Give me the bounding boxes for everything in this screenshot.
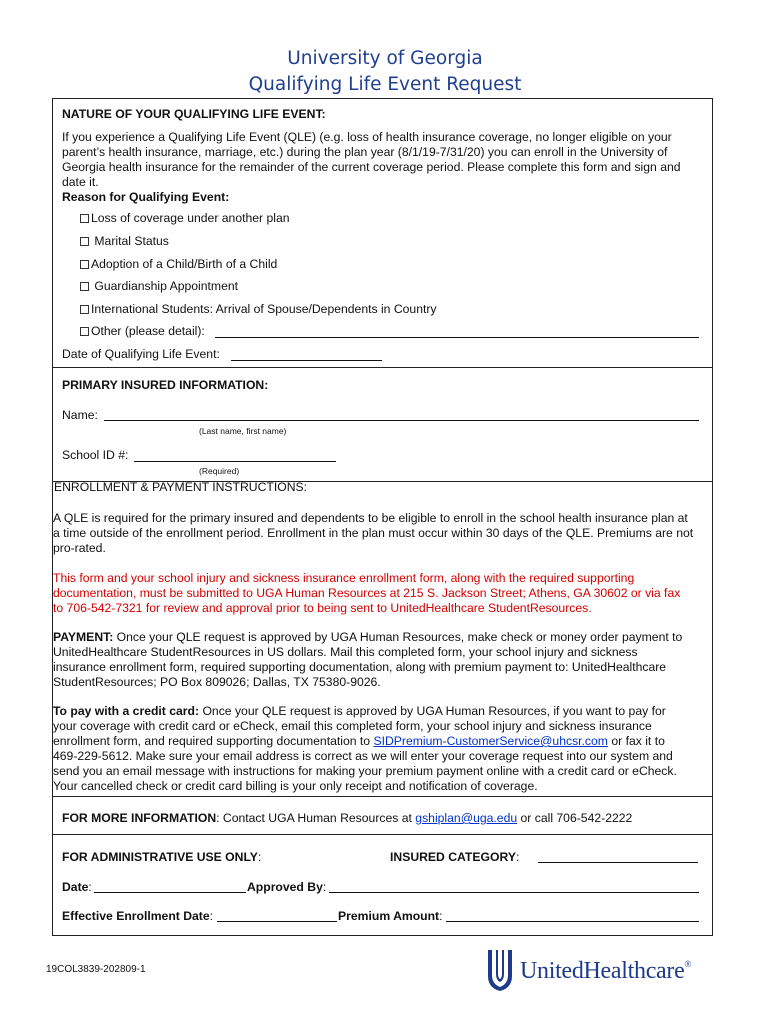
more-info-line: FOR MORE INFORMATION: Contact UGA Human Resources at gshiplan@uga.edu or call 706-542-2222: [62, 811, 633, 825]
customer-service-email-link[interactable]: SIDPremium-CustomerService@uhcsr.com: [373, 734, 608, 748]
insured-category-label: INSURED CATEGORY: [390, 850, 516, 864]
qle-text-line: A QLE is required for the primary insured and dependents to be eligible to enroll in the school health insurance plan at: [53, 511, 688, 525]
premium-amount-field[interactable]: [446, 921, 699, 922]
submission-notice-line: documentation, must be submitted to UGA Human Resources at 215 S. Jackson Street; Athens, GA 30602 or via fax: [53, 586, 681, 600]
effective-date-label: Effective Enrollment Date: [62, 909, 210, 923]
qle-date-label: Date of Qualifying Life Event:: [62, 347, 220, 361]
intro-line: parent’s health insurance, marriage, etc.) during the plan year (8/1/19-7/31/20) you can enroll in the University of: [62, 145, 668, 159]
school-id-field[interactable]: [134, 461, 336, 462]
school-id-hint: (Required): [199, 466, 240, 476]
unitedhealthcare-logo-icon: [485, 948, 515, 992]
date-label: Date: [62, 880, 89, 894]
name-label: Name:: [62, 408, 98, 422]
approved-by-label: Approved By: [247, 880, 323, 894]
qle-text-line: a time outside of the enrollment period. Enrollment in the plan must occur within 30 days of the QLE. Premiums are not: [53, 526, 694, 540]
form-code: 19COL3839-202809-1: [46, 964, 146, 975]
intro-line: date it.: [62, 175, 99, 189]
premium-amount-label-line: Premium Amount:: [338, 909, 443, 923]
credit-label: To pay with a credit card:: [53, 704, 200, 718]
unitedhealthcare-logo: UnitedHealthcare®: [520, 958, 691, 984]
intro-line: Georgia health insurance for the remainder of the current coverage period. Please complete this form and sign and: [62, 160, 681, 174]
admin-date-field[interactable]: [94, 892, 246, 893]
credit-line: 469-229-5612. Make sure your email address is correct as we will enter your coverage request into our system and: [53, 749, 673, 763]
divider: [52, 834, 713, 835]
qle-date-line[interactable]: [231, 360, 382, 361]
payment-line: insurance enrollment form, required supporting documentation, along with premium payment to: UnitedHealthcare: [53, 660, 667, 674]
reason-option-other[interactable]: Other (please detail):: [80, 324, 205, 339]
submission-notice-line: to 706-542-7321 for review and approval prior to being sent to UnitedHealthcare StudentResources.: [53, 601, 592, 615]
more-info-label: FOR MORE INFORMATION: [62, 811, 217, 825]
gship-email-link[interactable]: gshiplan@uga.edu: [415, 811, 518, 825]
approved-by-label-line: Approved By:: [247, 880, 327, 894]
payment-line: StudentResources; PO Box 809026; Dallas, TX 75380-9026.: [53, 675, 381, 689]
reason-option-adoption-birth[interactable]: Adoption of a Child/Birth of a Child: [80, 257, 277, 272]
admin-label: FOR ADMINISTRATIVE USE ONLY: [62, 850, 258, 864]
reason-heading: Reason for Qualifying Event:: [62, 190, 230, 204]
checkbox[interactable]: [80, 214, 89, 223]
payment-line: PAYMENT: Once your QLE request is approved by UGA Human Resources, make check or money order payment to: [53, 630, 683, 644]
credit-line: Your cancelled check or credit card billing is your only receipt and notification of coverage.: [53, 779, 538, 793]
payment-label: PAYMENT:: [53, 630, 114, 644]
qle-text-line: pro-rated.: [53, 541, 106, 555]
reason-option-loss-of-coverage[interactable]: Loss of coverage under another plan: [80, 211, 290, 226]
page-subtitle: Qualifying Life Event Request: [248, 74, 522, 95]
approved-by-field[interactable]: [329, 892, 699, 893]
page-title: University of Georgia: [287, 48, 483, 69]
name-field[interactable]: [104, 420, 699, 421]
reason-option-marital-status[interactable]: Marital Status: [80, 234, 169, 249]
nature-heading: NATURE OF YOUR QUALIFYING LIFE EVENT:: [62, 107, 326, 121]
name-hint: (Last name, first name): [199, 426, 287, 436]
enrollment-heading: ENROLLMENT & PAYMENT INSTRUCTIONS:: [54, 480, 308, 494]
credit-line: send you an email message with instructions for making your premium payment online with a credit card or eCheck.: [53, 764, 677, 778]
credit-line: To pay with a credit card: Once your QLE request is approved by UGA Human Resources, if you want to pay for: [53, 704, 666, 718]
effective-date-label-line: Effective Enrollment Date:: [62, 909, 214, 923]
submission-notice-line: This form and your school injury and sickness insurance enrollment form, along with the required supporting: [53, 571, 635, 585]
primary-heading: PRIMARY INSURED INFORMATION:: [62, 378, 269, 392]
checkbox[interactable]: [80, 282, 89, 291]
credit-line: enrollment form, and required supporting documentation to SIDPremium-CustomerService@uhcsr.com or fax it to: [53, 734, 665, 748]
insured-category-field[interactable]: [538, 862, 698, 863]
effective-date-field[interactable]: [217, 921, 337, 922]
premium-amount-label: Premium Amount: [338, 909, 440, 923]
reason-option-guardianship[interactable]: Guardianship Appointment: [80, 279, 238, 294]
checkbox[interactable]: [80, 305, 89, 314]
school-id-label: School ID #:: [62, 448, 129, 462]
other-detail-line[interactable]: [215, 337, 699, 338]
admin-label-line: FOR ADMINISTRATIVE USE ONLY:: [62, 850, 262, 864]
checkbox[interactable]: [80, 327, 89, 336]
checkbox[interactable]: [80, 260, 89, 269]
credit-line: your coverage with credit card or eCheck, email this completed form, your school injury and sickness insurance: [53, 719, 652, 733]
insured-category-label-line: INSURED CATEGORY:: [390, 850, 520, 864]
reason-option-international-students[interactable]: International Students: Arrival of Spouse/Dependents in Country: [80, 302, 437, 317]
payment-line: UnitedHealthcare StudentResources in US dollars. Mail this completed form, your school injury and sickness: [53, 645, 638, 659]
intro-line: If you experience a Qualifying Life Event (QLE) (e.g. loss of health insurance coverage, no longer eligible on your: [62, 130, 672, 144]
date-label-line: Date:: [62, 880, 92, 894]
checkbox[interactable]: [80, 237, 89, 246]
